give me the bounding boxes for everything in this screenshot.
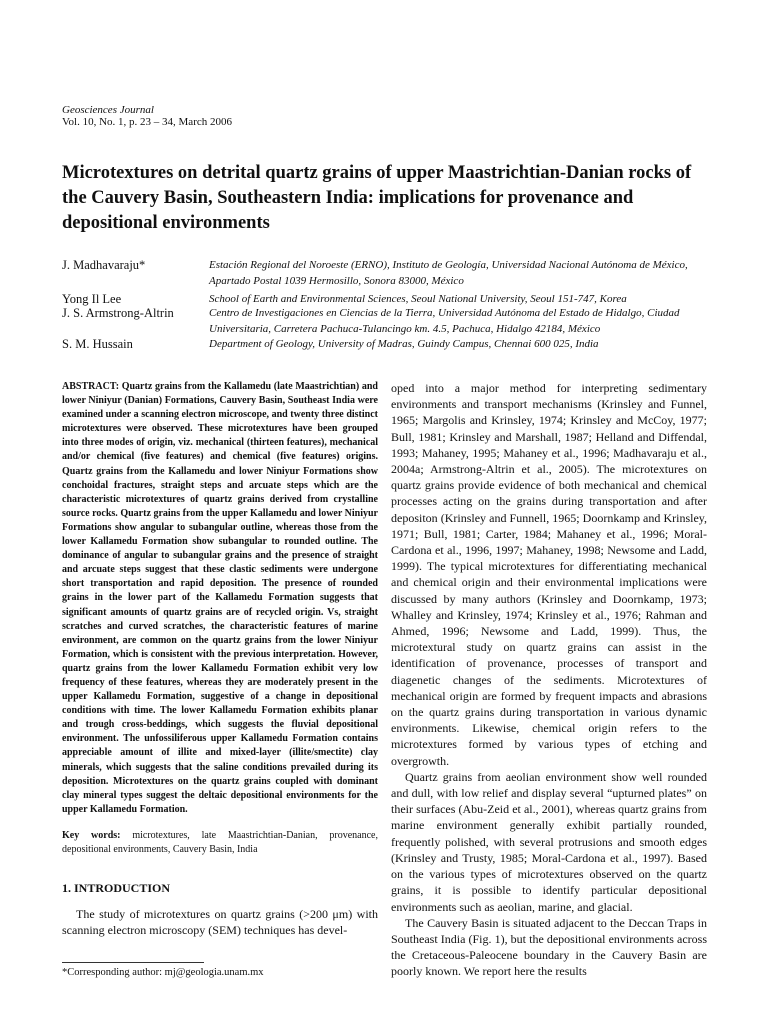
author-name: Yong Il Lee: [62, 292, 122, 306]
abstract-text: Quartz grains from the Kallamedu (late Maastrichtian) and lower Niniyur (Danian) Formations, Cauvery Basin, Southeast India were examined under a scanning electron microscope, and twenty three distinct microtextures were observed. These microtextures have been grouped into three modes of origin, viz. mechanical (thirteen features), mechanical and/or chemical (five features) and chemical (five features) origins. Quartz grains from the Kallamedu and lower Niniyur Formations show conchoidal fractures, straight steps and arcuate steps which are the characteristic microtextures of quartz grains derived from crystalline source rocks. Quartz grains from the upper Kallamedu and lower Niniyur Formations show angular to subangular outline, whereas those from the lower Kallamedu Formation show subangular to rounded outline. The dominance of angular to subangular grains and the presence of straight and arcuate steps suggest that these clastic sediments were undergone short transportation and rapid deposition. The presence of rounded grains in the lower part of the Kallamedu Formation suggests that significant amounts of quartz grains are of recycled origin. Vs, straight scratches and curved scratches, the characteristic features of marine environment, are common on the quartz grains from the lower Niniyur Formation, which is consistent with the previous interpretation. However, quartz grains from the lower Kallamedu Formation exhibit very low frequency of these features, whereas they are moderately present in the upper Kallamedu Formation, suggestive of a change in depositional conditions with time. The lower Kallamedu Formation exhibits planar and trough cross-beddings, which suggests the fluvial depositional environment. The unfossiliferous upper Kallamedu Formation contains appreciable amount of illite and mixed-layer (illite/smectite) clay minerals, which suggests that the saline conditions prevailed during its deposition. Microtextures on the quartz grains coupled with dominant clay mineral types suggest the deltaic depositional environments for the upper Kallamedu Formation.: [62, 381, 378, 815]
abstract: [62, 380, 378, 817]
journal-name: Geosciences Journal: [62, 104, 154, 116]
author-affiliation: Department of Geology, University of Madras, Guindy Campus, Chennai 600 025, India: [209, 338, 599, 350]
footnote-divider: [62, 962, 204, 963]
body-paragraph: oped into a major method for interpreting sedimentary environments and transport mechanisms (Krinsley and Funnel, 1965; Margolis and Krinsley, 1974; Krinsley and McCoy, 1977; Bull, 1981; Krinsley and Marshall, 1987; Helland and Diffendal, 1993; Mahaney, 1995; Mahaney et al., 1996; Madhavaraju et al., 2004a; Armstrong-Altrin et al., 2005). The microtextures on quartz grains provide evidence of both mechanical and chemical processes acting on the grains during transportation and after depositon (Krinsley and Funnell, 1965; Doornkamp and Krinsley, 1971; Bull, 1981; Carter, 1984; Mahaney et al., 1996; Moral-Cardona et al., 1996, 1997; Mahaney, 1998; Newsome and Ladd, 1999). The typical microtextures for differentiating mechanical and chemical origin and their environmental implications were discussed by many authors (Krinsley and Doornkamp, 1973; Whalley and Krinsley, 1974; Krinsley et al., 1976; Rahman and Ahmed, 1996; Newsome and Ladd, 1999). Thus, the microtextural study on quartz grains can assist in the identification of provenance, processes of transport and diagenetic changes of the sediments. Microtextures of mechanical origin are formed by frequent impacts and abrasions on the quartz grains during transportation in various dynamic environments. Likewise, chemical origin refers to the microtextures formed by various types of etching and overgrowth.: [391, 381, 707, 768]
journal-header: [62, 104, 232, 128]
author-affiliation: Centro de Investigaciones en Ciencias de la Tierra, Universidad Autónoma del Estado de Hidalgo, Ciudad Universitaria, Carretera Pachuca-Tulancingo km. 4.5, Pachuca, Hidalgo 42184, México: [209, 307, 680, 335]
intro-paragraph: The study of microtextures on quartz grains (>200 μm) with scanning electron microscopy (SEM) techniques has devel-: [62, 906, 378, 938]
left-column: [62, 380, 378, 938]
keywords-text: microtextures, late Maastrichtian-Danian, provenance, depositional environments, Cauvery Basin, India: [62, 829, 378, 855]
author-affiliation: School of Earth and Environmental Sciences, Seoul National University, Seoul 151-747, Korea: [209, 293, 627, 305]
right-column: [391, 380, 707, 980]
body-paragraph: The Cauvery Basin is situated adjacent to the Deccan Traps in Southeast India (Fig. 1), but the depositional environments across the Cretaceous-Paleocene boundary in the Cauvery Basin are poorly known. We report here the results: [391, 915, 707, 979]
abstract-label: ABSTRACT:: [62, 381, 120, 392]
author-affiliation: Estación Regional del Noroeste (ERNO), Instituto de Geología, Universidad Nacional Autónoma de México, Apartado Postal 1039 Hermosillo, Sonora 83000, México: [209, 259, 688, 287]
author-row: [62, 257, 722, 291]
author-name: S. M. Hussain: [62, 337, 133, 351]
author-name: J. Madhavaraju*: [62, 258, 146, 272]
body-paragraph: Quartz grains from aeolian environment show well rounded and dull, with low relief and display several “upturned plates” on their surfaces (Abu-Zeid et al., 2001), whereas quartz grains from marine environment generally exhibit partially rounded, frequently polished, with several protrusions and smooth edges (Krinsley and Trusty, 1985; Moral-Cardona et al., 1997). Based on the various types of microtextures observed on the quartz grains, it is possible to identify particular depositional environments such as aeolian, marine, and glacial.: [391, 769, 707, 914]
paper-title: Microtextures on detrital quartz grains of upper Maastrichtian-Danian rocks of the Cauvery Basin, Southeastern India: implications for provenance and depositional environments: [62, 163, 692, 233]
journal-citation: Vol. 10, No. 1, p. 23 – 34, March 2006: [62, 116, 232, 128]
keywords: [62, 829, 378, 857]
section-heading: 1. INTRODUCTION: [62, 880, 171, 895]
author-row: [62, 305, 722, 336]
corresponding-author-footnote: *Corresponding author: mj@geologia.unam.mx: [62, 967, 264, 978]
author-name: J. S. Armstrong-Altrin: [62, 306, 174, 320]
author-list: [62, 257, 722, 352]
author-row: [62, 291, 722, 305]
author-row: [62, 336, 722, 352]
keywords-label: Key words:: [62, 829, 121, 841]
